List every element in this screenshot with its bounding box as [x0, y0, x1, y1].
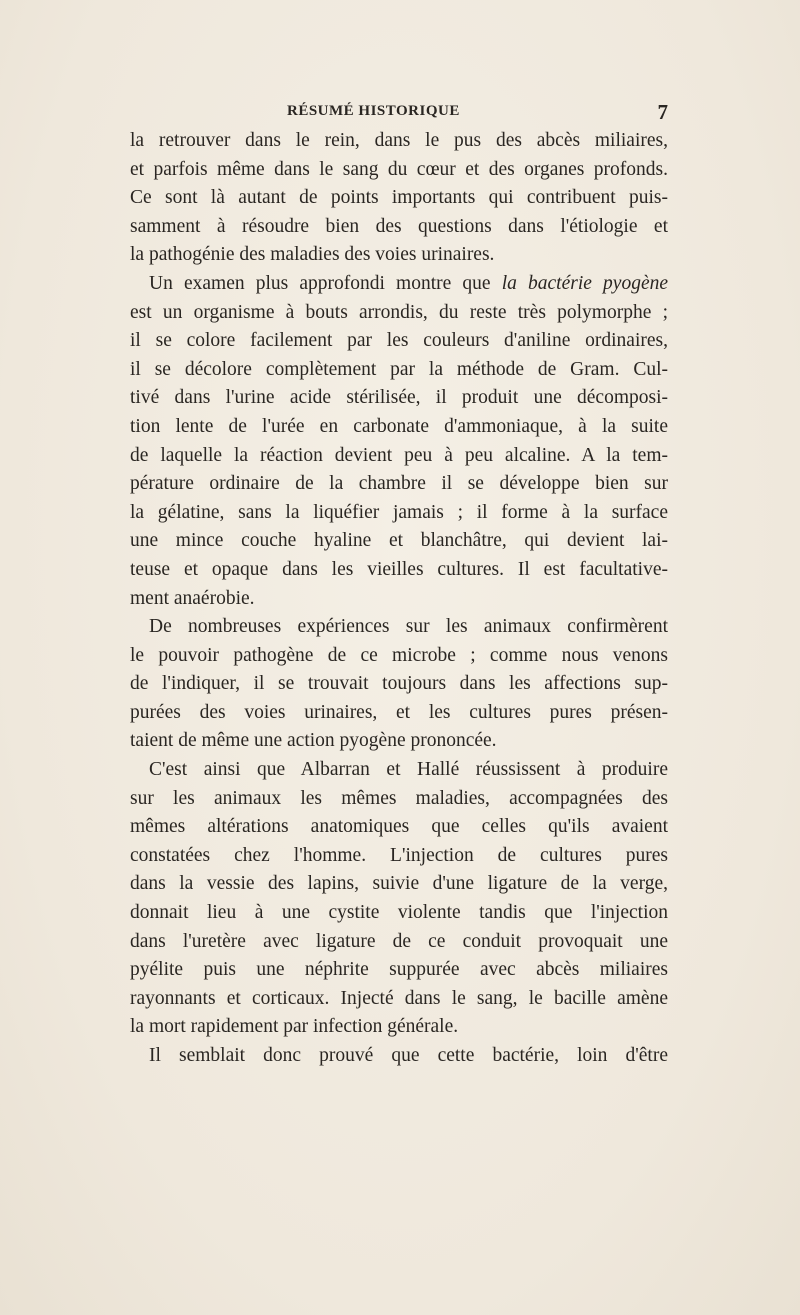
running-title: RÉSUMÉ HISTORIQUE [287, 103, 460, 119]
text-line: pyélite puis une néphrite suppurée avec abcès miliaires [130, 959, 668, 981]
text-line: samment à résoudre bien des questions dans l'étiologie et [130, 215, 668, 237]
text-line: teuse et opaque dans les vieilles cultures. Il est facultative- [130, 558, 668, 580]
text-line: de l'indiquer, il se trouvait toujours dans les affections sup- [130, 673, 668, 695]
text-line: tion lente de l'urée en carbonate d'ammoniaque, à la suite [130, 415, 668, 437]
text-line: donnait lieu à une cystite violente tandis que l'injection [130, 902, 668, 924]
text-line: une mince couche hyaline et blanchâtre, qui devient lai- [130, 530, 668, 552]
text-line: sur les animaux les mêmes maladies, accompagnées des [130, 787, 668, 809]
text-line: Ce sont là autant de points importants qui contribuent puis- [130, 187, 668, 209]
text-line: De nombreuses expériences sur les animaux confirmèrent [149, 616, 668, 638]
text-line: Il semblait donc prouvé que cette bactérie, loin d'être [149, 1045, 668, 1066]
text-line: C'est ainsi que Albarran et Hallé réussissent à produire [149, 759, 668, 781]
text-line-with-italic [130, 270, 668, 299]
text-line: la retrouver dans le rein, dans le pus des abcès miliaires, [130, 130, 668, 151]
text-line: le pouvoir pathogène de ce microbe ; comme nous venons [130, 644, 668, 666]
text-line: la mort rapidement par infection générale. [130, 1016, 459, 1038]
text-line: la gélatine, sans la liquéfier jamais ; il forme à la surface [130, 501, 668, 523]
text-line: tivé dans l'urine acide stérilisée, il produit une décomposi- [130, 387, 668, 409]
text-line: est un organisme à bouts arrondis, du reste très polymorphe ; [130, 301, 668, 323]
text-line: dans la vessie des lapins, suivie d'une ligature de la verge, [130, 873, 668, 895]
text-line: il se colore facilement par les couleurs d'aniline ordinaires, [130, 330, 668, 352]
text-line: pérature ordinaire de la chambre il se développe bien sur [130, 473, 668, 495]
text-line: il se décolore complètement par la méthode de Gram. Cul- [130, 358, 668, 380]
text-line: ment anaérobie. [130, 587, 255, 609]
text-line: et parfois même dans le sang du cœur et des organes profonds. [130, 158, 668, 180]
page-number: 7 [657, 100, 668, 124]
text-segment: Un examen plus approfondi montre que [149, 272, 502, 294]
text-line: constatées chez l'homme. L'injection de cultures pures [130, 844, 668, 866]
text-line: taient de même une action pyogène prononcée. [130, 730, 497, 752]
text-line: dans l'uretère avec ligature de ce conduit provoquait une [130, 930, 668, 952]
italic-term: la bactérie pyogène [501, 272, 669, 294]
body-text [130, 127, 668, 1071]
text-line: la pathogénie des maladies des voies urinaires. [130, 244, 495, 266]
text-line: mêmes altérations anatomiques que celles qu'ils avaient [130, 816, 668, 838]
text-line: purées des voies urinaires, et les cultures pures présen- [130, 701, 668, 723]
page-header [130, 100, 668, 125]
text-line: de laquelle la réaction devient peu à peu alcaline. A la tem- [130, 444, 668, 466]
text-line: rayonnants et corticaux. Injecté dans le sang, le bacille amène [130, 987, 668, 1009]
